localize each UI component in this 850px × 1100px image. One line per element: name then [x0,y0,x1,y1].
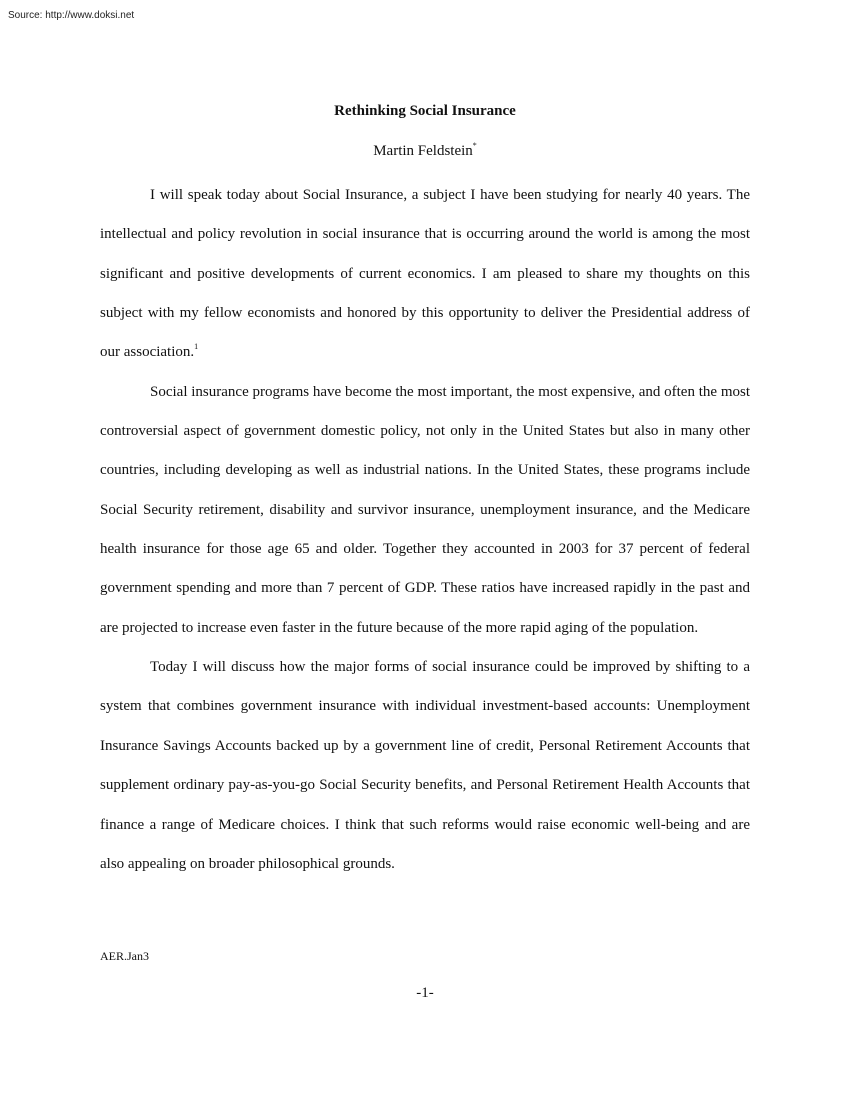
paragraph-1-text: I will speak today about Social Insurance, a subject I have been studying for nearly 40 years. The intellectual and policy revolution in social insurance that is occurring around the world is among the most significant and positive developments of current economics. I am pleased to share my thoughts on this subject with my fellow economists and honored by this opportunity to deliver the Presidential address of our association. [100,187,750,361]
source-line: Source: http://www.doksi.net [8,10,135,21]
page-title: Rethinking Social Insurance [334,103,516,119]
page-number: -1- [416,985,434,1001]
author-name: Martin Feldstein [373,143,473,159]
footer-document-id: AER.Jan3 [100,949,149,963]
paragraph-3-text: Today I will discuss how the major forms of social insurance could be improved by shifting to a system that combines government insurance with individual investment-based accounts: Unemployment Insurance Savings Accounts backed up by a government line of credit, Personal Retirement Accounts that supplement ordinary pay-as-you-go Social Security benefits, and Personal Retirement Health Accounts that finance a range of Medicare choices. I think that such reforms would raise economic well-being and are also appealing on broader philosophical grounds. [100,659,750,872]
footnote-ref-1: 1 [194,342,199,352]
author-footnote-marker: * [472,141,477,150]
paragraph-2-text: Social insurance programs have become the most important, the most expensive, and often the most controversial aspect of government domestic policy, not only in the United States but also in many other countries, including developing as well as industrial nations. In the United States, these programs include Social Security retirement, disability and survivor insurance, unemployment insurance, and the Medicare health insurance for those age 65 and older. Together they accounted in 2003 for 37 percent of federal government spending and more than 7 percent of GDP. These ratios have increased rapidly in the past and are projected to increase even faster in the future because of the more rapid aging of the population. [100,383,750,636]
paragraph-1 [100,176,750,373]
paragraph-3 [100,648,750,884]
document-body [100,176,750,884]
paragraph-2 [100,373,750,648]
author-line [100,141,750,161]
